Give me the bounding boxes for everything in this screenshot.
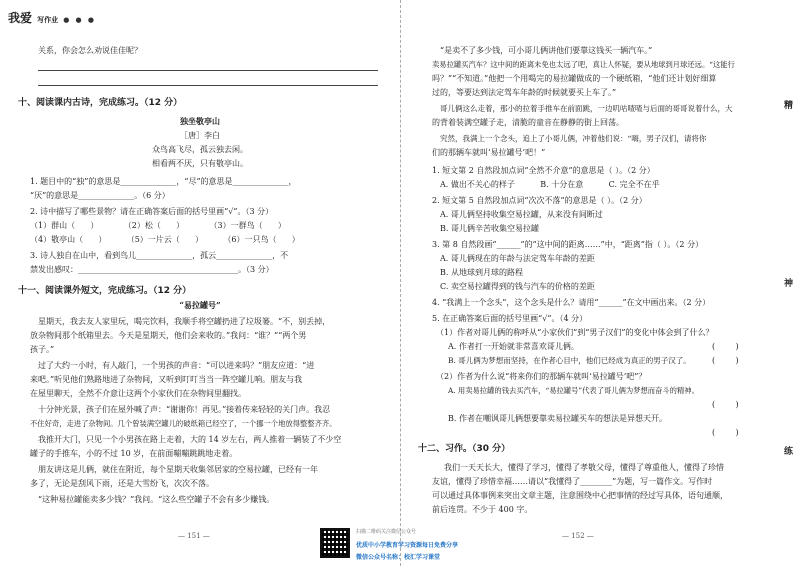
writing-prompt-3: 可以通过具体事例来突出文章主题，注意围绕中心把事情的经过写具体，语句通顺， — [432, 491, 728, 500]
q1-line-a: 1. 题目中的“独”的意思是______________，“尽”的意思是______________， — [30, 177, 297, 186]
writing-prompt-4: 前后连贯。不少于 400 字。 — [432, 505, 533, 514]
writing-prompt-1: 我们一天天长大，懂得了学习，懂得了孝敬父母，懂得了尊重他人，懂得了珍惜 — [444, 463, 724, 472]
brand-text: 我爱 — [8, 11, 33, 25]
answer-line[interactable] — [38, 85, 378, 86]
q3-line-a: 3. 诗人独自在山中，看到鸟儿______________，孤云______________，不 — [30, 251, 289, 260]
answer-line[interactable] — [38, 70, 378, 71]
qr-code-icon[interactable] — [320, 528, 350, 558]
story-r4: 过的，等要达到法定驾车年龄的时候就要买上车了。” — [432, 88, 617, 97]
story-para-5: 朋友讲这是儿俩，就住在附近，每个星期天收集邻居家的空易拉罐，已经有一年 — [38, 465, 318, 474]
rq2-text: 2. 短文第 5 自然段加点词“次次不落”的意思是（ ）。（2 分） — [432, 196, 647, 205]
story-para-3b: 不住好奇，走进了杂物间。几个曾装满空罐儿的破纸箱已经空了，一个挪一个地放得整整齐齐。 — [30, 419, 337, 428]
story-para-5b: 多了，无论是刮风下雨，还是大雪纷飞，次次不落。 — [30, 479, 214, 488]
answer-paren[interactable]: ( ) — [712, 428, 739, 437]
side-char-mid: 神 — [782, 278, 792, 287]
story-para-4: 我推开大门，只见一个小男孩在路上走着，大的 14 岁左右，两人推着一辆装了不少空 — [38, 435, 342, 444]
rq3-option-c[interactable]: C. 卖空易拉罐得到的钱与汽车的价格的差距 — [440, 282, 595, 291]
rq5-text: 5. 在正确答案后面的括号里画“√”。（4 分） — [432, 314, 588, 323]
story-r8: 们的那辆车就叫‘易拉罐号’吧！” — [432, 148, 546, 157]
q2-options-row-2[interactable]: （4）敬亭山（ ） （5）一片云（ ） （6）一只鸟（ ） — [30, 235, 300, 244]
rq4-text: 4. “我满上一个念头”，这个念头是什么？请用“______”在文中画出来。（2 分） — [432, 298, 711, 307]
story-para-1c: 孩子。” — [30, 345, 55, 354]
rq5-2-option-a[interactable]: A. 用卖易拉罐的钱去买汽车，“易拉罐号”代表了哥儿俩为梦想而奋斗的精神。 — [448, 386, 699, 395]
q3-line-b: 禁发出感叹：________________________________________。（3 分） — [30, 265, 274, 274]
story-para-2: 过了大约一小时，有人敲门，一个男孩的声音：“可以进来吗？”朋友应道：“进 — [38, 361, 315, 370]
page-divider — [400, 0, 401, 566]
intro-question: 关系，你会怎么劝说佳佳呢？ — [38, 46, 142, 55]
poem-line-1: 众鸟高飞尽，孤云独去闲。 — [152, 145, 248, 154]
answer-paren[interactable]: ( ) — [712, 400, 739, 409]
rq5-2-option-b[interactable]: B. 作者在嘲讽哥儿俩想要靠卖易拉罐买车的想法是异想天开。 — [448, 414, 667, 423]
rq5-1-option-a[interactable]: A. 作者打一开始就非常喜欢哥儿俩。 — [448, 342, 579, 351]
rq5-1-text: （1）作者对哥儿俩的称呼从“小家伙们”到“男子汉们”的变化中体会到了什么？ — [436, 328, 714, 337]
q2-text: 2. 诗中描写了哪些景物？请在正确答案后面的括号里画“√”。（3 分） — [30, 207, 274, 216]
story-para-3: 十分钟光景，孩子们在屋外喊了声：“谢谢你！再见。”接着传来轻轻的关门声。我忍 — [38, 405, 331, 414]
story-para-2b: 来吧。”听见他们熟路地进了杂物间，又听到叮叮当当一阵空罐儿响。朋友与我 — [30, 375, 303, 384]
side-char-bot: 练 — [782, 446, 792, 455]
section-11-title: 十一、阅读课外短文，完成练习。（12 分） — [18, 286, 192, 296]
brand-sub: 写作业 — [37, 16, 59, 24]
brand-logo — [8, 7, 96, 26]
writing-prompt-2: 友谊，懂得了珍惜幸福……请以“我懂得了________”为题，写一篇作文。写作时 — [432, 477, 713, 486]
poem-author: ［唐］李白 — [180, 131, 220, 140]
footer-scan-text: 扫描二维码关注微信公众号 — [356, 529, 417, 535]
rq5-2-text: （2）作者为什么说“将来你们的那辆车就叫‘易拉罐号’吧”？ — [436, 372, 647, 381]
brand-dots: ● ● ● — [63, 16, 96, 24]
section-10-title: 十、阅读课内古诗，完成练习。（12 分） — [18, 98, 183, 108]
side-char-top: 精 — [782, 100, 792, 109]
story-r1: “是卖不了多少钱，可小哥儿俩讲他们要靠这钱买一辆汽车。” — [440, 46, 653, 55]
rq2-option-a[interactable]: A. 哥儿俩坚持收集空易拉罐，从来没有间断过 — [440, 210, 603, 219]
rq1-options[interactable]: A. 做出不关心的样子 B. 十分在意 C. 完全不在乎 — [440, 180, 660, 189]
footer-promo-line-1: 优质中小学教育学习资源每日免费分享 — [356, 542, 459, 549]
poem-line-2: 相看两不厌，只有敬亭山。 — [152, 159, 248, 168]
story-para-1b: 放杂物间那个纸箱里去。今天是星期天，他们会来收的。”我问：“谁？”“两个男 — [30, 331, 307, 340]
story-para-4b: 罐子的手推车，小的不过 10 岁，在前面嘣嘣跳跳地走着。 — [30, 449, 238, 458]
rq3-option-b[interactable]: B. 从地球到月球的路程 — [440, 268, 523, 277]
page-number-left: — 151 — — [178, 532, 210, 540]
story-title: “易拉罐号” — [179, 300, 221, 310]
answer-paren[interactable]: ( ) — [712, 356, 739, 365]
answer-paren[interactable]: ( ) — [712, 342, 739, 351]
story-para-1: 星期天，我去友人家里玩，喝完饮料，我顺手将空罐扔进了垃圾篓。“不，别丢掉， — [38, 317, 331, 326]
rq3-option-a[interactable]: A. 哥儿俩现在的年龄与法定驾车年龄的差距 — [440, 254, 595, 263]
rq5-1-option-b[interactable]: B. 哥儿俩为梦想而坚持，在作者心目中，他们已经成为真正的男子汉了。 — [448, 356, 691, 365]
footer-promo-line-2: 微信公众号名称：校汇学习课堂 — [356, 554, 441, 561]
section-12-title: 十二、习作。（30 分） — [418, 444, 511, 454]
story-para-6: “这种易拉罐能卖多少钱？”我问。“这么些空罐子不会有多少赚钱。 — [38, 495, 275, 504]
rq2-option-b[interactable]: B. 哥儿俩辛苦收集空易拉罐 — [440, 224, 539, 233]
rq1-text: 1. 短文第 2 自然段加点词“全然不介意”的意思是（ ）。（2 分） — [432, 166, 655, 175]
q1-line-b: “厌”的意思是______________。（6 分） — [30, 191, 170, 200]
story-para-2c: 在屋里聊天，全然不介意让这两个小家伙们在杂物间里翻找。 — [30, 389, 246, 398]
rq3-text: 3. 第 8 自然段画“______”的“这中间的距离……”中，“距离”指（ ）。（2 分） — [432, 240, 704, 249]
story-r3: 吗？”“不知道。”他把一个用喝完的易拉罐做成的一个硬纸箱，“他们还计划好细算 — [432, 74, 717, 83]
story-r5: 哥儿俩这么走着，那小的拉着手推车在前面跳，一边叽咕喳喳与后面的哥哥说着什么，大 — [440, 104, 733, 113]
page-number-right: — 152 — — [562, 532, 594, 540]
story-r7: 究然，我满上一个念头，追上了小哥儿俩，冲着他们说：“嗨，男子汉们，请将你 — [440, 134, 707, 143]
story-r2: 卖易拉罐买汽车？这中间的距离未免也太远了吧，真让人怀疑，要从地球到月球还远。“这能行 — [432, 60, 735, 69]
poem-title: 独坐敬亭山 — [180, 116, 220, 126]
q2-options-row-1[interactable]: （1）群山（ ） （2）松（ ） （3）一群鸟（ ） — [30, 221, 286, 230]
story-r6: 的背着装满空罐子走，清脆的童音在静静的街上回荡。 — [432, 118, 624, 127]
